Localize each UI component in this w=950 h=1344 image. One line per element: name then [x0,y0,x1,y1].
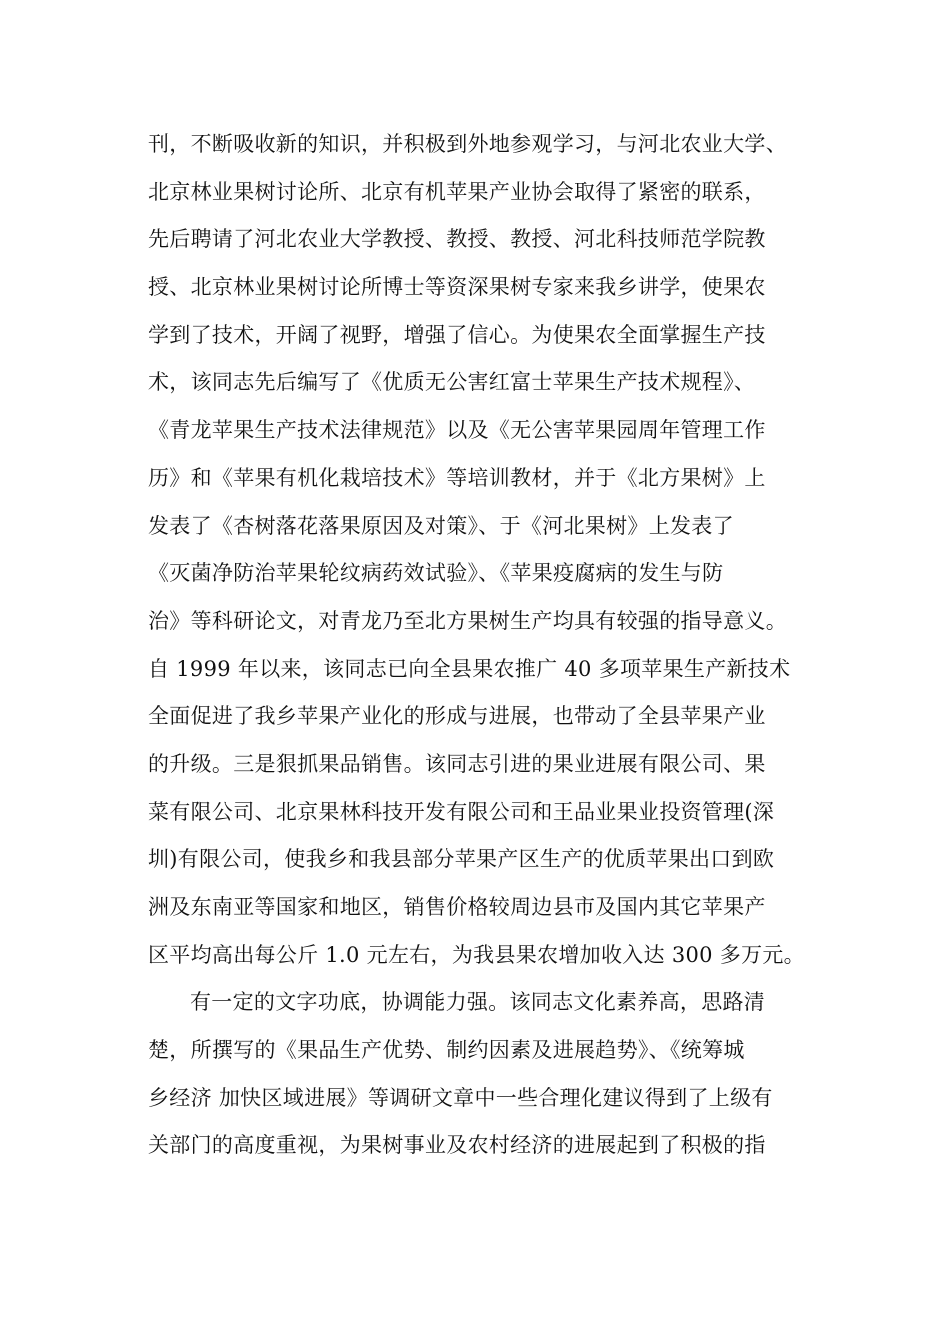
text-line: 发表了《杏树落花落果原因及对策》、于《河北果树》上发表了 [148,513,734,538]
document-body [148,130,828,1179]
text-line: 全面促进了我乡苹果产业化的形成与进展，也带动了全县苹果产业 [148,704,766,729]
text-line: 乡经济 加快区域进展》等调研文章中一些合理化建议得到了上级有 [148,1085,773,1110]
text-line: 授、北京林业果树讨论所博士等资深果树专家来我乡讲学，使果农 [148,275,766,300]
text-line: 治》等科研论文，对青龙乃至北方果树生产均具有较强的指导意义。 [148,608,787,633]
text-line: 圳)有限公司，使我乡和我县部分苹果产区生产的优质苹果出口到欧 [148,847,775,872]
text-line: 刊，不断吸收新的知识，并积极到外地参观学习，与河北农业大学、 [148,132,787,156]
text-line: 楚，所撰写的《果品生产优势、制约因素及进展趋势》、《统筹城 [148,1038,745,1063]
text-line: 自 1999 年以来，该同志已向全县果农推广 40 多项苹果生产新技术 [148,656,791,681]
text-line: 有一定的文字功底，协调能力强。该同志文化素养高，思路清 [190,990,766,1015]
text-line: 《青龙苹果生产技术法律规范》以及《无公害苹果园周年管理工作 [148,418,766,443]
text-line: 区平均高出每公斤 1.0 元左右，为我县果农增加收入达 300 多万元。 [148,942,805,967]
text-line: 先后聘请了河北农业大学教授、教授、教授、河北科技师范学院教 [148,227,766,252]
text-line: 关部门的高度重视，为果树事业及农村经济的进展起到了积极的指 [148,1133,766,1158]
paragraph-1 [148,130,828,988]
text-line: 术，该同志先后编写了《优质无公害红富士苹果生产技术规程》、 [148,370,756,395]
text-line: 洲及东南亚等国家和地区，销售价格较周边县市及国内其它苹果产 [148,895,766,919]
text-line: 《灭菌净防治苹果轮纹病药效试验》、《苹果疫腐病的发生与防 [148,561,724,586]
text-line: 历》和《苹果有机化栽培技术》等培训教材，并于《北方果树》上 [148,465,766,490]
text-line: 学到了技术，开阔了视野，增强了信心。为使果农全面掌握生产技 [148,322,766,347]
paragraph-2 [148,988,828,1179]
text-line: 的升级。三是狠抓果品销售。该同志引进的果业进展有限公司、果 [148,751,766,776]
text-line: 菜有限公司、北京果林科技开发有限公司和王品业果业投资管理(深 [148,799,775,824]
text-line: 北京林业果树讨论所、北京有机苹果产业协会取得了紧密的联系， [148,179,766,204]
